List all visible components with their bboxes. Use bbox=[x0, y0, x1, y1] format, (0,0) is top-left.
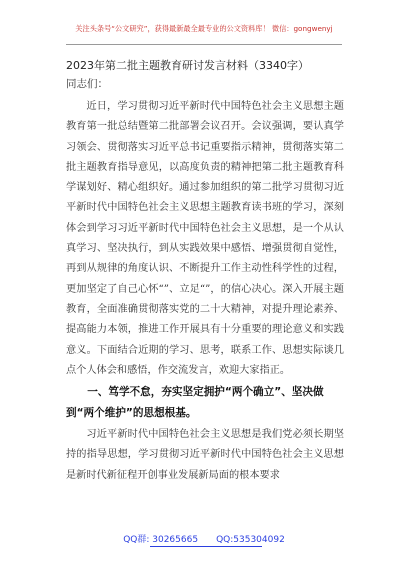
section-heading-1: 一、笃学不怠，夯实坚定拥护“两个确立”、坚决做到“两个维护”的思想根基。 bbox=[66, 386, 324, 420]
header-banner: 关注头条号“公文研究”，获得最新最全最专业的公文资料库！ 微信：gongwenyj bbox=[75, 24, 333, 33]
footer-contact bbox=[0, 532, 408, 545]
paragraph-1: 近日，学习贯彻习近平新时代中国特色社会主义思想主题教育第一批总结暨第二批部署会议召开。会议强调，要认真学习领会、贯彻落实习近平总书记重要指示精神，贯彻落实第二批主题教育指导意见，以高度负责的精神把第二批主题教育科学谋划好、精心组织好。通过参加组织的第二批学习贯彻习近平新时代中国特色社会主义思想主题教育读书班的学习，深刻体会到学习习近平新时代中国特色社会主义思想，是一个从认真学习、坚决执行，到从实践效果中感悟、增强贯彻自觉性，再到从规律的角度认识、不断提升工作主动性科学性的过程，更加坚定了自己心怀“”、立足“”，的信心决心。深入开展主题教育，全面准确贯彻落实党的二十大精神，对提升理论素养、提高能力本领，推进工作开展具有十分重要的理论意义和实践意义。下面结合近期的学习、思考，联系工作、思想实际谈几点个人体会和感悟，作交流发言，欢迎大家指正。 bbox=[66, 101, 344, 376]
paragraph-2: 习近平新时代中国特色社会主义思想是我们党必须长期坚持的指导思想，学习贯彻习近平新时代中国特色社会主义思想是新时代新征程开创事业发展新局面的根本要求 bbox=[66, 429, 344, 481]
footer-qq-group: QQ群: 30265665 bbox=[123, 535, 199, 545]
salutation: 同志们： bbox=[66, 78, 108, 90]
header-rule bbox=[66, 44, 342, 45]
footer-rule bbox=[150, 546, 262, 547]
document-body bbox=[66, 57, 344, 486]
footer-qq: QQ:535304092 bbox=[216, 535, 285, 545]
document-title: 2023年第二批主题教育研讨发言材料（3340字） bbox=[66, 59, 309, 72]
